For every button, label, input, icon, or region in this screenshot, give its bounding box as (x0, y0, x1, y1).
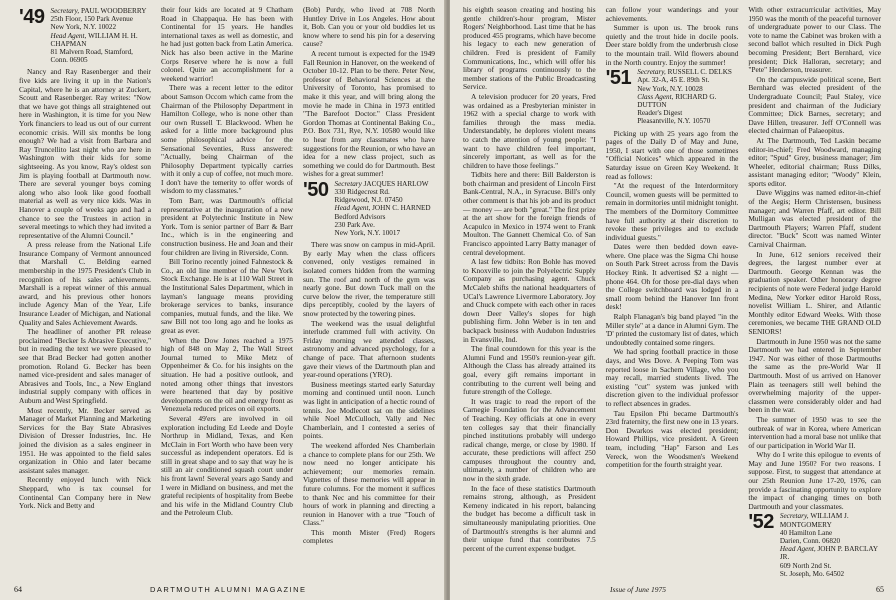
right-page (450, 0, 896, 600)
paragraph: Nancy and Ray Rasenberger and their five kids are living it up in the Nation's Capital, where he is an attorney at Zuckert, Scoutt and Rasenberger. Ray writes: "Now that we have got things all straightened out here in Washington, it is time for you New York financiers to lead us out of our current economic crisis. Will six months be long enough? We had a visit from Barbara and Ray Truncellito last night who are here in Washington with their kids for some sightseeing. As you know, Ray's oldest son Jim is playing football at Dartmouth now. There are several younger boys coming along who also look like good football material as well as very nice kids. Was in Hanover a couple of weeks ago and had a chance to see the Trustees in action in several meetings to which they had invited a representative of the Alumni Council." (19, 67, 151, 240)
left-column-2 (156, 6, 298, 582)
paragraph: Picking up with 25 years ago from the pages of the Daily D of May and June, 1950, I start with one of those sometimes "Official Notices" which appeared in the Saturday issue on Green Key Weekend. It read as follows: (605, 128, 739, 181)
right-column-1 (458, 6, 601, 582)
paragraph: Business meetings started early Saturday morning and continued until noon. Lunch was light in anticipation of a hectic round of tennis. Joe Modlecott sat on the sidelines while Noel McCulloch, Vally and Nec Chamberlain, and I contested a series of points. (303, 379, 435, 441)
paragraph: The summer of 1950 was to see the outbreak of war in Korea, where American intervention had a moral base not unlike that of our participation in World War II. (748, 414, 882, 450)
paragraph: "At the request of the Interdormitory Council, women guests will be permitted to remain in dormitories until midnight tonight. The members of the Dormitory Committee have full authority at their discretion to revoke these privileges and to exclude individual guests." (605, 181, 739, 242)
issue-footer: Issue of June 1975 (610, 585, 667, 594)
paragraph: A television producer for 20 years, Fred was ordained as a Presbyterian minister in 1962 with a special charge to work with families through the mass media. Understandably, he deplores violent means to catch the attention of young people: "I want to have children feel important, sincerely important, as well as for the children to have those feelings." (463, 91, 596, 170)
paragraph: A press release from the National Life Insurance Company of Vermont announced that Marshall C. Belding earned membership in the 1975 President's Club in recognition of his sales achievements. Marshall is a repeat winner of this annual award, and his previous other honors include Agency Man of the Year, Life Insurance Leader of Michigan, and National Quality and Sales Achievement Awards. (19, 240, 151, 327)
agent-name: JOHN C. HARNED (372, 204, 431, 213)
class-year: '52 (748, 511, 774, 534)
magazine-footer: DARTMOUTH ALUMNI MAGAZINE (150, 585, 307, 594)
paragraph: Bill Torino recently joined Fahnestock & Co., an old line member of the New York Stock Exchange. He is at 110 Wall Street in the Institutional Sales Department, which in layman's language means providing brokerage services to banks, insurance companies, mutual funds, and the like. We saw Bill not too long ago and he looks as great as ever. (161, 257, 293, 335)
paragraph: The final countdown for this year is the Alumni Fund and 1950's reunion-year gift. Although the Class has already attained its goal, every gift remains important in contributing to the current well being and future strength of the College. (463, 344, 596, 397)
paragraph: A last few tidbits: Ron Bohle has moved to Knoxville to join the Polyelectric Supply Company as purchasing agent. Chuck McCaleb shifts the national headquarters of UCal's Lawrence Livermore Laboratory. Joy and Chuck compete with each other in races down Deer Valley's slopes for high publishing firm. John Weber is in ten and backpack business with Audubon Industries in Evansville, Ind. (463, 257, 596, 344)
paragraph: Dates were then bedded down eave-where. One place was the Sigma Chi house on South Park Street across from the Davis Hockey Rink. It advertised $2 a night — phone 464. Oh for those pre-dial days when the College switchboard was lodged in a small room behind the Hanover Inn front desk! (605, 242, 739, 312)
class-year: '50 (303, 178, 329, 201)
paragraph: Tidbits here and there: Bill Balderston is both chairman and president of Lincoln First Bank-Central, N.A., in Syracuse. Bill's only other comment is that his job and its product — money — are both "great." The first prize at the art show for the foreign friends of Acapulco in Mexico in 1974 went to Frank Moulton. The Gannett Chemical Co. of San Francisco appointed Larry Batty manager of central development. (463, 170, 596, 257)
paragraph: Several 49'ers are involved in oil exploration including Ed Leede and Doyle Northrup in Midland, Texas, and Ken McClain in Fort Worth who have been very successful as independent operators. Ed is still in great shape and to say that way he is still an air conditioned squash court under his front lawn! Several years ago Sandy and I were in Midland on business, and met the grateful recipients of hospitality from Beebe and his wife in the Midland Country Club and the Petroleum Club. (161, 413, 293, 518)
left-column-1 (14, 6, 156, 582)
paragraph: Dave Wiggins was named editor-in-chief of the Aegis; Herm Christensen, business manager; and Warren Pfaff, art editor. Bill Mulligan was elected president of the Dartmouth Players; Warren Pfaff, student director. "Buck" Scott was named Winter Carnival Chairman. (748, 188, 882, 250)
paragraph: It was tragic to read the report of the Carnegie Foundation for the Advancement of Teaching. Key officials at one in every ten colleges say that their financially pinched institutions probably will undergo radical change, merge, or close by 1980. If accurate, these predictions will affect 250 campuses throughout the country and, ultimately, a number of children who are now in the sixth grade. (463, 396, 596, 484)
class-officers: Secretary JACQUES HARLOW 330 Ridgecrest Rd. Ridgewood, N.J. 07450 Head Agent, JOHN C. HARNED Bedford Advisors 230 Park Ave. New York, N.Y. 10017 (334, 179, 431, 238)
paragraph: Tom Barr, was Dartmouth's official representative at the inauguration of a new president at Polytechnic Institute in New York. Tom is senior partner of Barr & Barr Inc., which is in the engineering and construction business. He and Joan and their four children are living in Riverside, Conn. (161, 196, 293, 257)
left-column-3 (298, 6, 440, 582)
paragraph: (Bob) Purdy, who lived at 708 North Huntley Drive in Los Angeles. How about it, Bob. Can you or your old buddies let us know where to send his pin for a deserving cause? (303, 6, 435, 49)
paragraph: In June, 612 seniors received their degrees, the largest number ever at Dartmouth. George Kennan was the graduation speaker. Other honorary degree recipients of note were Federal judge Harold Medina, New Yorker editor Harold Ross, novelist William L. Shirer, and Atlantic Monthly editor Edward Weeks. With those ceremonies, we became THE GRAND OLD SENIORS! (748, 249, 882, 336)
paragraph: There was snow on campus in mid-April. By early May when the class officers convened, only vestiges remained in isolated corners hidden from the warming sun. The roof and north of the gym was nearly gone. But down Tuck mall on the curve below the river, the temperature still dips perceptibly, cooled by the layers of snow protected by the towering pines. (303, 240, 435, 319)
agent-name: JOHN P. BARCLAY JR. (779, 545, 878, 562)
left-page (0, 0, 446, 600)
paragraph: When the Dow Jones reached a 1975 high of 848 on May 2, The Wall Street Journal turned to Mike Metz of Oppenheimer & Co. for his insights on the situation. He had a positive outlook, and noted among other things that investors were heartened that day by positive developments on the oil and energy front as Venezuela reduced prices on oil exports. (161, 335, 293, 414)
class-year: '51 (605, 67, 632, 90)
paragraph: Dartmouth in June 1950 was not the same Dartmouth we had entered in September 1947. Nor was either of those Dartmouths the same as the pre-World War II Dartmouth. Most of us arrived on Hanover Plain as teenagers still well behind the overwhelming majority of the upper-classmen were considerably older and had been in the war. (748, 336, 882, 415)
paragraph: This month Mister (Fred) Rogers completes (303, 527, 435, 546)
class-1951-header (606, 68, 739, 125)
class-1950-header (303, 180, 435, 237)
paragraph: We had spring football practice in those days, and Wes Dove. A Peeping Tom was reported loose in Sachem Village, who you may recall, married students lived. The existing "cut" system was junked with discretion given to the individual professor to reflect absences in grades. (605, 347, 739, 408)
paragraph: The weekend afforded Nes Chamberlain a chance to complete plans for our 25th. We now need no longer anticipate his achievement; our memories remain. Vignettes of these memories will appear in future columns. For the moment it suffices to thank Nec and his committee for their hours of work in planning and directing a reunion in Hanover with a true "Touch of Class." (303, 440, 435, 528)
class-1949-header (19, 7, 151, 64)
right-column-2 (601, 6, 744, 582)
paragraph: his eighth season creating and hosting his gentle children's-hour program, Mister Rogers' Neighborhood. Last time that he has produced 455 programs, which have become his legacy to each new generation of children. Fred is president of Family Communications, Inc., which will offer his library of programs continuously to the member stations of the Public Broadcasting Service. (463, 6, 596, 92)
secretary-name: PAUL WOODBERRY (80, 7, 147, 15)
page-number: 65 (876, 585, 884, 594)
paragraph: Tau Epsilon Phi became Dartmouth's 23rd fraternity, the first new one in 13 years. Don Dwarkos was elected president; Howard Phillips, vice president. A Green team, including "Hap" Farson and Les Vereck, won the Woodsmen's Weekend competition for the fourth straight year. (605, 408, 739, 470)
agent-name: WILLIAM H. H. CHAPMAN (50, 31, 138, 48)
paragraph: There was a recent letter to the editor about Samson Occom which came from the Chairman of the Philosophy Department in Hamilton College, who is none other than our own Russell T. Blackwood. When he asked for a little more background plus some philosophical advice for the Sensational Seventies, Russ answered: "Actually, being Chairman of the Philosophy Department typically carries with it only a cup of coffee, not much more. I don't have the temerity to offer words of wisdom to my classmates." (161, 83, 293, 196)
secretary-name: RUSSELL C. DELKS (667, 68, 732, 77)
paragraph: In the face of these statistics Dartmouth remains strong, although, as President Kemeny indicated in his report, balancing the budget has become a difficult task in simultaneously manipulating priorities. One of Dartmouth's strengths is her alumni and their unique fund that contributes 7.5 percent of the current expense budget. (463, 483, 596, 553)
right-column-3 (743, 6, 886, 582)
page-number: 64 (14, 585, 22, 594)
paragraph: On the campuswide political scene, Bert Bernhard was elected president of the Undergraduate Council; Paul Staley, vice president and chairman of the Judiciary Committee; Dick Barnes, secretary; and Dave Hillen, treasurer. Jeff O'Connell was elected chairman of Palaeopitus. (748, 74, 882, 136)
paragraph: Ralph Flanagan's big band played "in the Miller style" at a dance in Alumni Gym. The 'D' printed the customary list of dates, which undoubtedly contained some ringers. (605, 312, 739, 347)
paragraph: A recent turnout is expected for the 1949 Fall Reunion in Hanover, on the weekend of October 10-12. Plan to be there. Peter New, professor of Behavioral Sciences at the University of Toronto, has promised to make it this year, and will bring along the movie he made in China in 1973 entitled "The Barefoot Doctor." Class President Gordon Thomas at Continental Baking Co., P.O. Box 731, Rye, N.Y. 10580 would like to hear from any classmates who have suggestions for the Reunion, or who have an idea for a new class project, such as something we could do for Dartmouth. Best wishes for a great summer! (303, 48, 435, 179)
paragraph: The headliner of another PR release proclaimed "Becker Is Abrasive Executive," but in reading the text we were pleased to see that Brad Becker had gotten another promotion. Roland G. Becker has been named vice-president and sales manager of Abrasives and Tools, Inc., a New England industrial supply company with offices in Auburn and West Springfield. (19, 327, 151, 405)
paragraph: At The Dartmouth, Ted Laskin became editor-in-chief; Fred Woodward, managing editor; "Spud" Grey, business manager; Jim Wheeler, editorial chairman; Russ Dilks, assistant managing editor; "Woody" Klein, sports editor. (748, 135, 882, 188)
paragraph: Why do I write this epilogue to events of May and June 1950? For two reasons. I suppose. First, to suggest that attendance at our 25th Reunion June 17-20, 1976, can provide a fascinating opportunity to explore the impact of changing times on both Dartmouth and your classmates. (748, 450, 882, 511)
class-1952-header (748, 512, 881, 578)
class-officers: Secretary, RUSSELL C. DELKS Apt. 32-A, 45 E. 89th St. New York, N.Y. 10028 Class Agent, RICHARD G. DUTTON Reader's Digest Pleasantville, N.Y. 10570 (637, 68, 732, 126)
paragraph: With other extracurricular activities, May 1950 was the month of the peaceful turnover of undergraduate power to our Class. The vote to name the Cabinet was broken with a second ballot which resulted in Dick Pugh becoming President; Bert Bernhard, vice president; Dick Halloran, secretary; and "Pete" Henderson, treasurer. (748, 6, 882, 75)
paragraph: can follow your wanderings and your achievements. (605, 6, 739, 23)
secretary-name: WILLIAM J. MONTGOMERY (779, 512, 849, 529)
class-year: '49 (19, 6, 45, 28)
paragraph: The weekend was the usual delightful interlude crammed full with activity. On Friday morning we attended classes, astronomy and advanced psychology, for a change of pace. That afternoon students gave their views of the Dartmouth plan and year-round operations (YRO). (303, 318, 435, 380)
paragraph: Summer is upon us. The brook runs quietly and the trout hide in docile pools. Deer stare boldly from the underbrush close to the mountain trail. Wild flowers abound in the North country. Enjoy the summer! (605, 23, 739, 67)
secretary-name: JACQUES HARLOW (363, 179, 429, 188)
class-officers: Secretary, WILLIAM J. MONTGOMERY 40 Hamilton Lane Darien, Conn. 06820 Head Agent, JOHN P. BARCLAY JR. 609 North 2nd St. St. Joseph, Mo. 64502 (779, 512, 878, 578)
paragraph: Recently enjoyed lunch with Nick Sheppard, who is tax counsel for Continental Can Company here in New York. Nick and Betty and (19, 475, 151, 511)
agent-name: RICHARD G. DUTTON (637, 92, 717, 109)
paragraph: Most recently, Mr. Becker served as Manager of Market Planning and Marketing Services for the Bay State Abrasives Division of Dresser Industries, Inc. He joined the division as a sales engineer in 1951. He was appointed to the field sales organization in Ohio and later became assistant sales manager. (19, 405, 151, 475)
class-officers: Secretary, PAUL WOODBERRY 25th Floor, 150 Park Avenue New York, N.Y. 10022 Head Agent, WILLIAM H. H. CHAPMAN 81 Malvern Road, Stamford, Conn. 06905 (50, 7, 147, 65)
paragraph: their four kids are located at 9 Chatham Road in Chappaqua. He has been with Continental for 15 years. He handles international taxes as well as domestic, and he had just gotten back from Latin America. Nick has also been active in the Marine Corps Reserve where he is now a full colonel. Quite an accomplishment for a weekend warrior! (161, 6, 293, 83)
